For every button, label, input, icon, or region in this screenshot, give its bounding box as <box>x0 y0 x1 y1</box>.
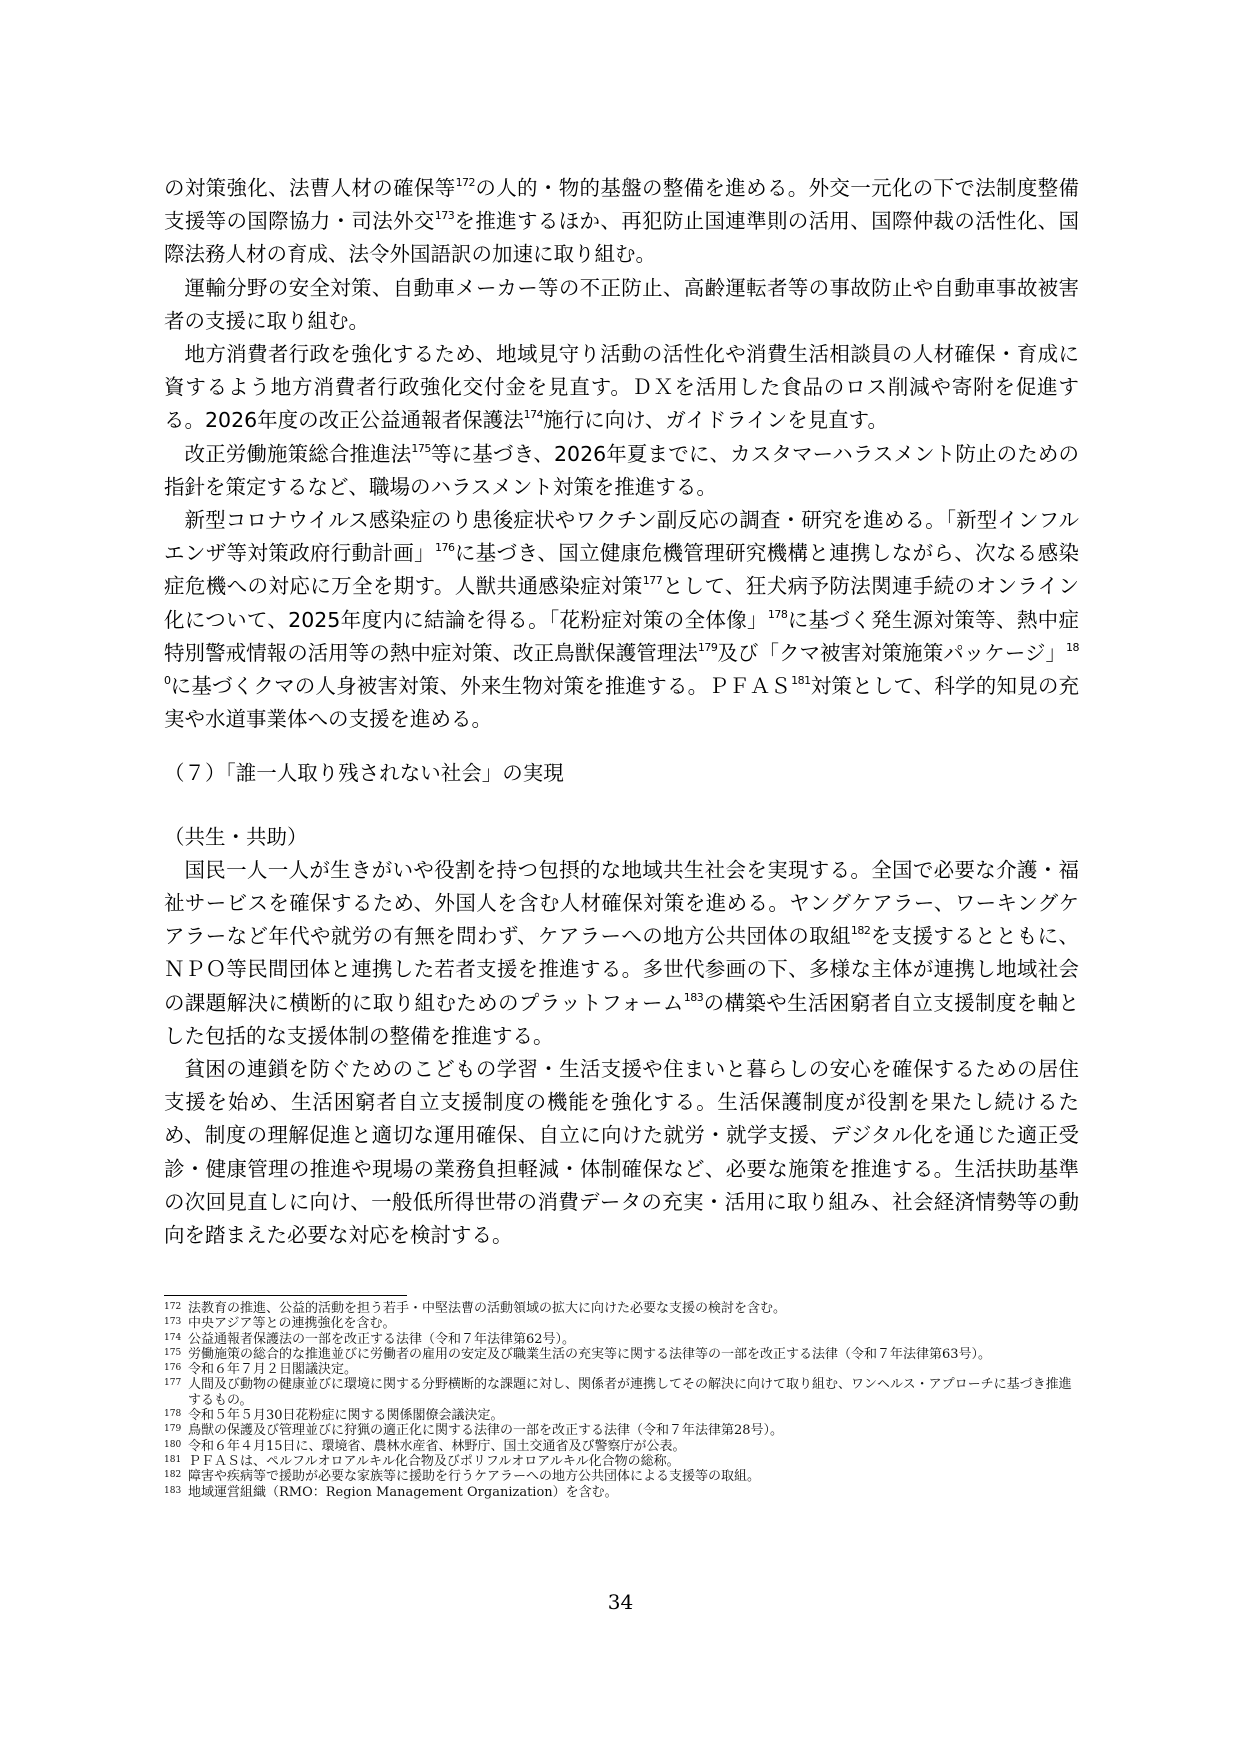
footnote-text: 法教育の推進、公益的活動を担う若手・中堅法曹の活動領域の拡大に向けた必要な支援の検討を含む。 <box>188 1301 787 1316</box>
paragraph-harassment: 改正労働施策総合推進法$^{175}$等に基づき、2026年夏までに、カスタマーハラスメント防止のための指針を策定するなど、職場のハラスメント対策を推進する。 <box>164 441 1079 499</box>
footnote-text: 令和５年５月30日花粉症に関する関係閣僚会議決定。 <box>188 1408 504 1424</box>
footnote-172: 172 法教育の推進、公益的活動を担う若手・中堅法曹の活動領域の拡大に向けた必要な支援の検討を含む。 <box>164 1301 787 1316</box>
footnote-ref-172[interactable]: 172 <box>455 176 476 189</box>
paragraph-poverty-support: 貧困の連鎖を防ぐためのこどもの学習・生活支援や住まいと暮らしの安心を確保するための居住支援を始め、生活困窮者自立支援制度の機能を強化する。生活保護制度が役割を果たし続けるため、制度の理解促進と適切な運用確保、自立に向けた就労・就学支援、デジタル化を通じた適正受診・健康管理の推進や現場の業務負担軽減・体制確保など、必要な施策を推進する。生活扶助基準の次回見直しに向け、一般低所得世帯の消費データの充実・活用に取り組み、社会経済情勢等の動向を踏まえた必要な対応を検討する。 <box>164 1057 1079 1248</box>
footnote-text: 障害や疾病等で援助が必要な家族等に援助を行うケアラーへの地方公共団体による支援等の取組。 <box>188 1469 761 1485</box>
section-heading: （７）「誰一人取り残されない社会」の実現 <box>164 761 564 786</box>
footnote-181: 181 ＰＦＡＳは、ペルフルオロアルキル化合物及びポリフルオロアルキル化合物の総称。 <box>164 1453 680 1469</box>
footnote-183: 183 地域運営組織（RMO：Region Management Organization）を含む。 <box>164 1484 618 1500</box>
subheading: （共生・共助） <box>164 824 308 849</box>
footnote-ref-175[interactable]: 175 <box>411 441 431 455</box>
paragraph-legal-affairs: の対策強化、法曹人材の確保等$^{172}$の人的・物的基盤の整備を進める。外交一元化の下で法制度整備支援等の国際協力・司法外交$^{173}$を推進するほか、再犯防止国連準則の活用、国際仲裁の活性化、国際法務人材の育成、法令外国語訳の加速に取り組む。 <box>164 176 1080 267</box>
footnote-text: 中央アジア等との連携強化を含む。 <box>188 1316 396 1332</box>
footnote-divider <box>164 1295 407 1296</box>
paragraph-consumer-affairs: 地方消費者行政を強化するため、地域見守り活動の活性化や消費生活相談員の人材確保・育成に資するよう地方消費者行政強化交付金を見直す。ＤＸを活用した食品のロス削減や寄附を促進する。2026年度の改正公益通報者保護法$^{174}$施行に向け、ガイドラインを見直す。 <box>164 342 1079 433</box>
footnote-173: 173 中央アジア等との連携強化を含む。 <box>164 1316 396 1332</box>
footnote-174: 174 公益通報者保護法の一部を改正する法律（令和７年法律第62号）。 <box>164 1331 576 1347</box>
footnote-text: 鳥獣の保護及び管理並びに狩猟の適正化に関する法律の一部を改正する法律（令和７年法律第28号）。 <box>188 1423 784 1439</box>
footnote-ref-173[interactable]: 173 <box>434 209 455 223</box>
footnote-ref-178[interactable]: 178 <box>767 607 788 621</box>
footnote-ref-180[interactable]: 180 <box>164 640 1080 688</box>
footnote-ref-179[interactable]: 179 <box>697 640 718 654</box>
footnote-179: 179 鳥獣の保護及び管理並びに狩猟の適正化に関する法律の一部を改正する法律（令和７年法律第28号）。 <box>164 1423 784 1439</box>
footnote-ref-174[interactable]: 174 <box>523 408 544 422</box>
page-body <box>164 172 1079 1252</box>
footnote-ref-182[interactable]: 182 <box>850 924 871 938</box>
footnote-text: 公益通報者保護法の一部を改正する法律（令和７年法律第62号）。 <box>188 1331 576 1347</box>
footnote-176: 176 令和６年７月２日閣議決定。 <box>164 1362 358 1378</box>
footnote-text: 令和６年４月15日に、環境省、農林水産省、林野庁、国土交通省及び警察庁が公表。 <box>188 1438 686 1454</box>
footnote-182: 182 障害や疾病等で援助が必要な家族等に援助を行うケアラーへの地方公共団体による支援等の取組。 <box>164 1469 761 1485</box>
footnotes <box>164 1301 1079 1500</box>
footnote-text: 人間及び動物の健康並びに環境に関する分野横断的な課題に対し、関係者が連携してその解決に向けて取り組む、ワンヘルス・アプローチに基づき推進するもの。 <box>188 1377 1072 1408</box>
footnote-180: 180 令和６年４月15日に、環境省、農林水産省、林野庁、国土交通省及び警察庁が公表。 <box>164 1438 686 1454</box>
footnote-text: 労働施策の総合的な推進並びに労働者の雇用の安定及び職業生活の充実等に関する法律等の一部を改正する法律（令和７年法律第63号）。 <box>188 1346 992 1362</box>
page-number: 34 <box>607 1590 634 1614</box>
footnote-text: 令和６年７月２日閣議決定。 <box>188 1362 358 1378</box>
paragraph-transport-safety: 運輸分野の安全対策、自動車メーカー等の不正防止、高齢運転者等の事故防止や自動車事故被害者の支援に取り組む。 <box>164 275 1079 333</box>
footnote-ref-176[interactable]: 176 <box>434 541 455 555</box>
paragraph-community-symbiosis: 国民一人一人が生きがいや役割を持つ包摂的な地域共生社会を実現する。全国で必要な介護・福祉サービスを確保するため、外国人を含む人材確保対策を進める。ヤングケアラー、ワーキングケアラーなど年代や就労の有無を問わず、ケアラーへの地方公共団体の取組$^{182}$を支援するとともに、ＮＰＯ等民間団体と連携した若者支援を推進する。多世代参画の下、多様な主体が連携し地域社会の課題解決に横断的に取り組むためのプラットフォーム$^{183}$の構築や生活困窮者自立支援制度を軸とした包括的な支援体制の整備を推進する。 <box>164 857 1080 1048</box>
footnote-177: 177 人間及び動物の健康並びに環境に関する分野横断的な課題に対し、関係者が連携してその解決に向けて取り組む、ワンヘルス・アプローチに基づき推進するもの。 <box>164 1377 1072 1408</box>
paragraph-public-health: 新型コロナウイルス感染症のり患後症状やワクチン副反応の調査・研究を進める。「新型インフルエンザ等対策政府行動計画」$^{176}$に基づき、国立健康危機管理研究機構と連携しながら、次なる感染症危機への対応に万全を期す。人獣共通感染症対策$^{177}$として、狂犬病予防法関連手続のオンライン化について、2025年度内に結論を得る。「花粉症対策の全体像」$^{178}$に基づく発生源対策等、熱中症特別警戒情報の活用等の熱中症対策、改正鳥獣保護管理法$^{179}$及び「クマ被害対策施策パッケージ」$^{180}$に基づくクマの人身被害対策、外来生物対策を推進する。ＰＦＡＳ$^{181}$対策として、科学的知見の充実や水道事業体への支援を進める。 <box>164 508 1080 732</box>
footnote-ref-181[interactable]: 181 <box>791 674 811 688</box>
footnote-text: ＰＦＡＳは、ペルフルオロアルキル化合物及びポリフルオロアルキル化合物の総称。 <box>188 1453 680 1469</box>
footnote-175: 175 労働施策の総合的な推進並びに労働者の雇用の安定及び職業生活の充実等に関する法律等の一部を改正する法律（令和７年法律第63号）。 <box>164 1346 992 1362</box>
footnote-ref-177[interactable]: 177 <box>642 574 663 588</box>
footnote-text: 地域運営組織（RMO：Region Management Organization）を含む。 <box>188 1484 618 1500</box>
footnote-ref-183[interactable]: 183 <box>683 990 704 1004</box>
footnote-178: 178 令和５年５月30日花粉症に関する関係閣僚会議決定。 <box>164 1408 504 1424</box>
